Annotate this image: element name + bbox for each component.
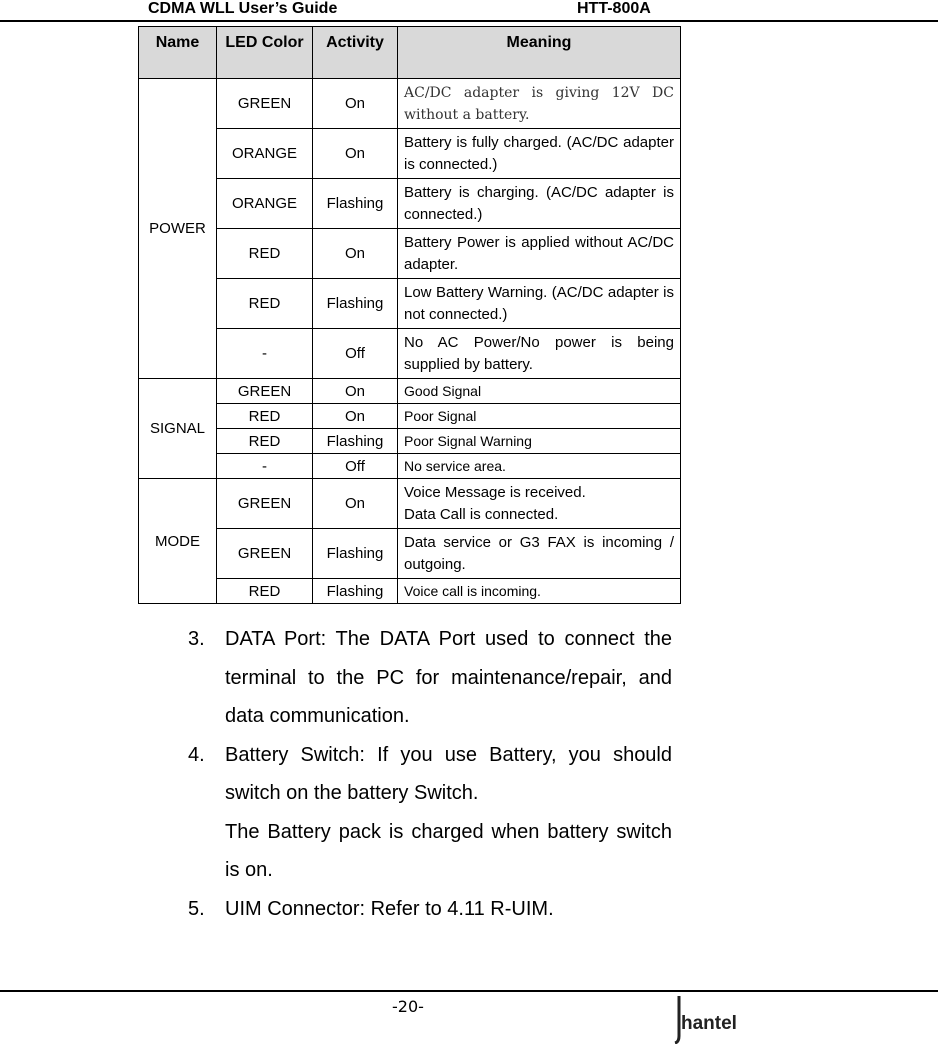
- activity-cell: Off: [313, 329, 398, 379]
- meaning-cell: No service area.: [398, 454, 681, 479]
- table-row: [139, 79, 681, 129]
- doc-title: CDMA WLL User’s Guide: [148, 0, 338, 17]
- meaning-cell: Voice call is incoming.: [398, 579, 681, 604]
- hantel-logo: [674, 992, 744, 1044]
- activity-cell: Flashing: [313, 179, 398, 229]
- list-item: [188, 890, 672, 929]
- meaning-cell: No AC Power/No power is being supplied by battery.: [398, 329, 681, 379]
- led-color-cell: -: [217, 454, 313, 479]
- meaning-cell: AC/DC adapter is giving 12V DC without a battery.: [398, 79, 681, 129]
- activity-cell: Off: [313, 454, 398, 479]
- meaning-cell: Battery is fully charged. (AC/DC adapter is connected.): [398, 129, 681, 179]
- led-color-cell: ORANGE: [217, 179, 313, 229]
- meaning-line: Voice Message is received.: [404, 483, 586, 501]
- led-color-cell: GREEN: [217, 479, 313, 529]
- page-number: -20-: [392, 997, 424, 1016]
- col-header-activity: Activity: [313, 27, 398, 79]
- list-number: 4.: [188, 743, 205, 766]
- group-name-power: POWER: [139, 79, 217, 379]
- logo-text: hantel: [681, 1013, 737, 1034]
- col-header-name: Name: [139, 27, 217, 79]
- led-color-cell: GREEN: [217, 79, 313, 129]
- meaning-cell: Good Signal: [398, 379, 681, 404]
- meaning-cell: Battery is charging. (AC/DC adapter is connected.): [398, 179, 681, 229]
- meaning-cell: [398, 479, 681, 529]
- activity-cell: Flashing: [313, 279, 398, 329]
- led-color-cell: RED: [217, 429, 313, 454]
- col-header-meaning: Meaning: [398, 27, 681, 79]
- list-text: Battery Switch: If you use Battery, you should switch on the battery Switch.: [225, 743, 672, 804]
- list-number: 5.: [188, 897, 205, 920]
- list-text: UIM Connector: Refer to 4.11 R-UIM.: [225, 897, 554, 920]
- meaning-line: Data Call is connected.: [404, 505, 559, 523]
- table-row: [139, 179, 681, 229]
- table-row: [139, 429, 681, 454]
- table-row: [139, 329, 681, 379]
- list-item: [188, 620, 672, 736]
- meaning-cell: Data service or G3 FAX is incoming / outgoing.: [398, 529, 681, 579]
- led-color-cell: ORANGE: [217, 129, 313, 179]
- table-row: [139, 129, 681, 179]
- header-rule: [0, 20, 938, 22]
- table-row: [139, 379, 681, 404]
- activity-cell: On: [313, 229, 398, 279]
- footer-rule: [0, 990, 938, 992]
- led-color-cell: RED: [217, 279, 313, 329]
- table-row: [139, 404, 681, 429]
- led-color-cell: -: [217, 329, 313, 379]
- table-row: [139, 454, 681, 479]
- numbered-list: [188, 620, 672, 928]
- activity-cell: Flashing: [313, 429, 398, 454]
- led-color-cell: GREEN: [217, 379, 313, 404]
- led-color-cell: GREEN: [217, 529, 313, 579]
- activity-cell: On: [313, 479, 398, 529]
- table-row: [139, 529, 681, 579]
- table-row: [139, 229, 681, 279]
- list-item: [188, 736, 672, 890]
- table-row: [139, 479, 681, 529]
- group-name-signal: SIGNAL: [139, 379, 217, 479]
- meaning-cell: Low Battery Warning. (AC/DC adapter is not connected.): [398, 279, 681, 329]
- meaning-cell: Battery Power is applied without AC/DC adapter.: [398, 229, 681, 279]
- table-row: [139, 579, 681, 604]
- logo-stroke: [675, 996, 679, 1043]
- led-status-table: [138, 26, 681, 604]
- led-color-cell: RED: [217, 404, 313, 429]
- list-text: DATA Port: The DATA Port used to connect the terminal to the PC for maintenance/repair, and data communication.: [225, 628, 672, 727]
- table-header-row: [139, 27, 681, 79]
- led-color-cell: RED: [217, 229, 313, 279]
- list-text-continuation: The Battery pack is charged when battery switch is on.: [225, 820, 672, 881]
- activity-cell: On: [313, 404, 398, 429]
- led-color-cell: RED: [217, 579, 313, 604]
- page-header: [0, 0, 938, 22]
- group-name-mode: MODE: [139, 479, 217, 604]
- table-row: [139, 279, 681, 329]
- list-number: 3.: [188, 628, 205, 650]
- activity-cell: On: [313, 379, 398, 404]
- meaning-cell: Poor Signal: [398, 404, 681, 429]
- meaning-cell: Poor Signal Warning: [398, 429, 681, 454]
- activity-cell: On: [313, 79, 398, 129]
- col-header-led-color: LED Color: [217, 27, 313, 79]
- activity-cell: Flashing: [313, 529, 398, 579]
- activity-cell: On: [313, 129, 398, 179]
- activity-cell: Flashing: [313, 579, 398, 604]
- model-number: HTT-800A: [577, 0, 651, 17]
